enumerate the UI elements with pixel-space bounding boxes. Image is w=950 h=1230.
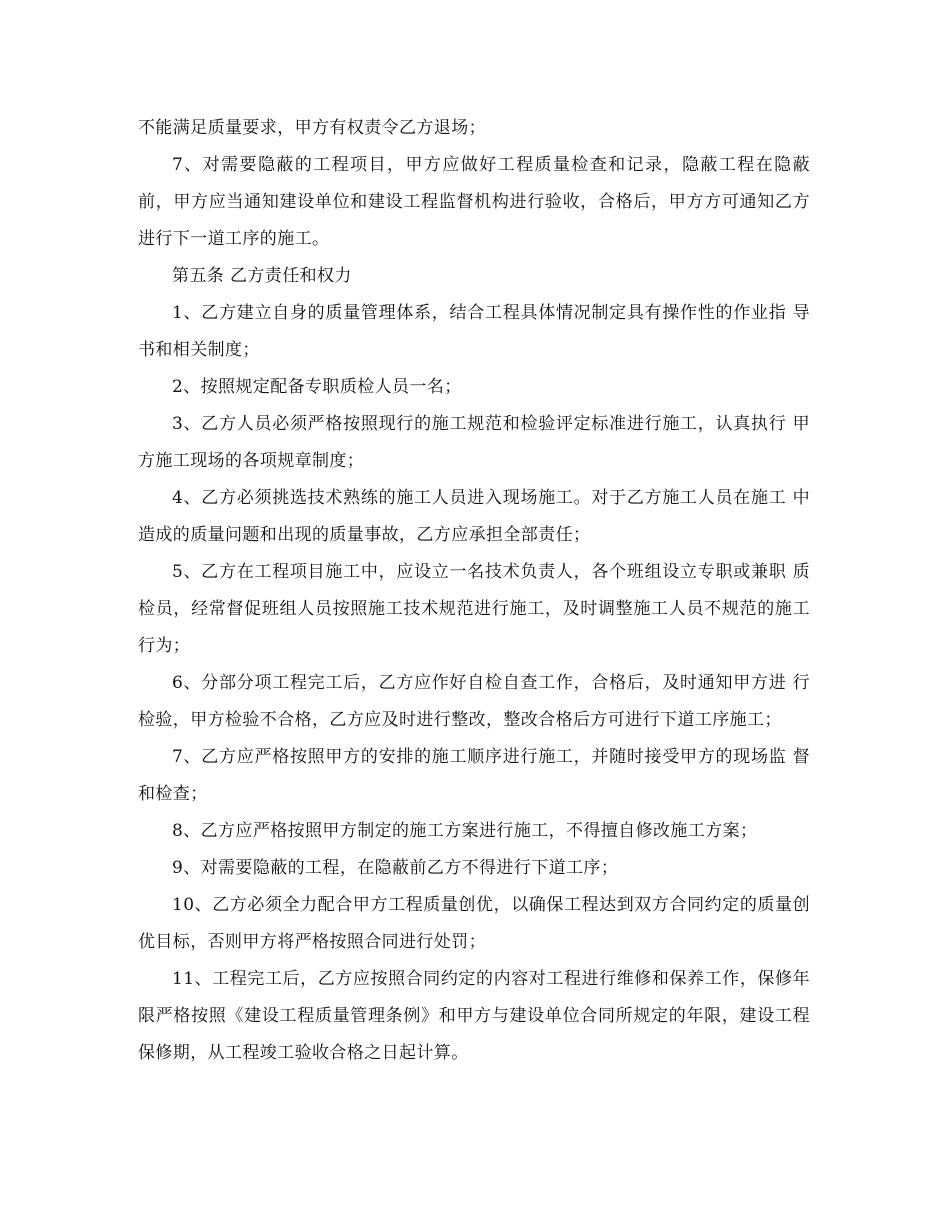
- paragraph-4: 2、按照规定配备专职质检人员一名；: [172, 377, 462, 397]
- paragraph-0: 不能满足质量要求，甲方有权责令乙方退场；: [138, 118, 486, 138]
- paragraph-9: 7、乙方应严格按照甲方的安排的施工顺序进行施工，并随时接受甲方的现场监 督和检查；: [138, 747, 810, 804]
- paragraph-8: 6、分部分项工程完工后，乙方应作好自检自查工作，合格后，及时通知甲方进 行检验，甲方检验不合格，乙方应及时进行整改，整改合格后方可进行下道工序施工；: [138, 673, 810, 730]
- paragraph-5: 3、乙方人员必须严格按照现行的施工规范和检验评定标准进行施工，认真执行 甲方施工现场的各项规章制度；: [138, 414, 810, 471]
- section-heading: 第五条 乙方责任和权力: [172, 266, 352, 286]
- document-body: [138, 110, 810, 1072]
- paragraph-11: 9、对需要隐蔽的工程，在隐蔽前乙方不得进行下道工序；: [172, 858, 619, 878]
- paragraph-6: 4、乙方必须挑选技术熟练的施工人员进入现场施工。对于乙方施工人员在施工 中造成的质量问题和出现的质量事故，乙方应承担全部责任；: [138, 488, 810, 545]
- paragraph-3: 1、乙方建立自身的质量管理体系，结合工程具体情况制定具有操作性的作业指 导书和相关制度；: [138, 303, 810, 360]
- paragraph-1: 7、对需要隐蔽的工程项目，甲方应做好工程质量检查和记录，隐蔽工程在隐蔽 前，甲方应当通知建设单位和建设工程监督机构进行验收，合格后，甲方方可通知乙方进行下一道工序的施工。: [138, 155, 810, 249]
- paragraph-13: 11、工程完工后，乙方应按照合同约定的内容对工程进行维修和保养工作，保修年限严格按照《建设工程质量管理条例》和甲方与建设单位合同所规定的年限，建设工程保修期，从工程竣工验收合格之日起计算。: [138, 969, 810, 1063]
- paragraph-12: 10、乙方必须全力配合甲方工程质量创优，以确保工程达到双方合同约定的质量创优目标，否则甲方将严格按照合同进行处罚；: [138, 895, 810, 952]
- paragraph-10: 8、乙方应严格按照甲方制定的施工方案进行施工，不得擅自修改施工方案；: [172, 821, 758, 841]
- paragraph-7: 5、乙方在工程项目施工中，应设立一名技术负责人，各个班组设立专职或兼职 质检员，经常督促班组人员按照施工技术规范进行施工，及时调整施工人员不规范的施工行为；: [138, 562, 810, 656]
